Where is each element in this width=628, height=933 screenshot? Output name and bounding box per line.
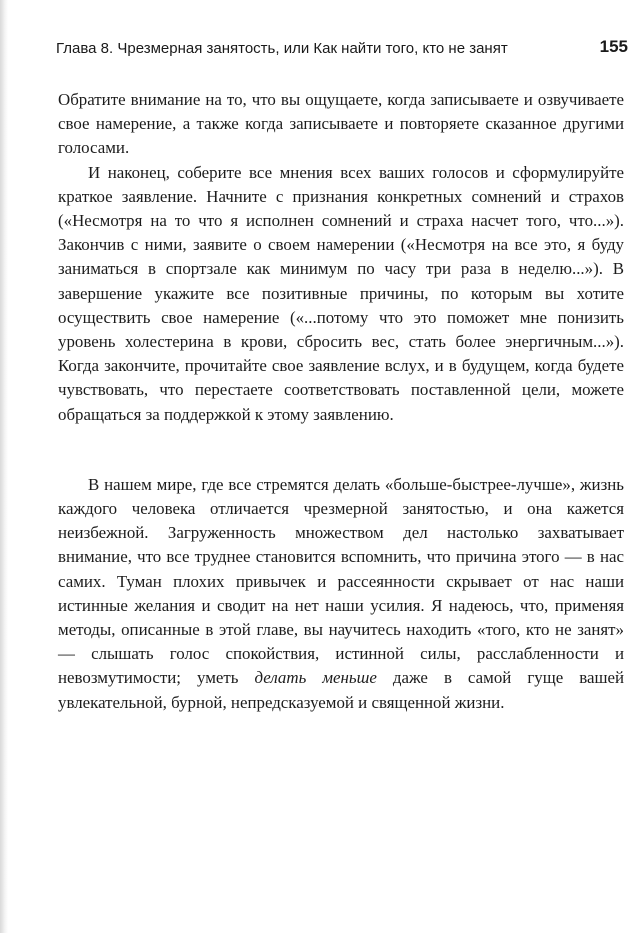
paragraph-3-text-start: В нашем мире, где все стремятся делать «больше-быстрее-лучше», жизнь каждого человека отличается чрезмерной занятостью, и она кажется неизбежной. Загруженность множеством дел настолько захватывает внимание, что все труднее становится вспомнить, что причина этого — в нас самих. Туман плохих привычек и рассеянности скрывает от нас наши истинные желания и сводит на нет наши усилия. Я надеюсь, что, применяя методы, описанные в этой главе, вы научитесь находить «того, кто не занят» — слышать голос спокойствия, истинной силы, расслабленности и невозмутимости; уметь [58, 474, 624, 688]
paragraph-2: И наконец, соберите все мнения всех ваших голосов и сформулируйте краткое заявление. Начните с признания конкретных сомнений и страхов («Несмотря на то что я исполнен сомнений и страха насчет того, что...»). Закончив с ними, заявите о своем намерении («Несмотря на все это, я буду заниматься в спортзале как минимум по часу три раза в неделю...»). В завершение укажите все позитивные причины, по которым вы хотите осуществить свое намерение («...потому что это поможет мне понизить уровень холестерина в крови, сбросить вес, стать более энергичным...»). Когда закончите, прочитайте свое заявление вслух, и в будущем, когда будете чувствовать, что перестаете соответствовать поставленной цели, можете обращаться за поддержкой к этому заявлению. [58, 162, 624, 424]
paragraph-1: Обратите внимание на то, что вы ощущаете, когда записываете и озвучиваете свое намерение, а также когда записываете и повторяете сказанное другими голосами. [58, 90, 624, 158]
section-gap [58, 427, 624, 473]
paragraph-3 [58, 473, 624, 715]
body-text [58, 88, 624, 715]
running-title: Глава 8. Чрезмерная занятость, или Как найти того, кто не занят [56, 40, 508, 57]
page-edge-shadow [0, 0, 8, 933]
paragraph-3-italic: делать меньше [254, 668, 377, 688]
paragraph-3-text-end: даже в самой гуще вашей увлекательной, бурной, непредсказуемой и священной жизни. [58, 668, 625, 712]
running-header [56, 37, 628, 62]
page-number: 155 [599, 37, 628, 56]
